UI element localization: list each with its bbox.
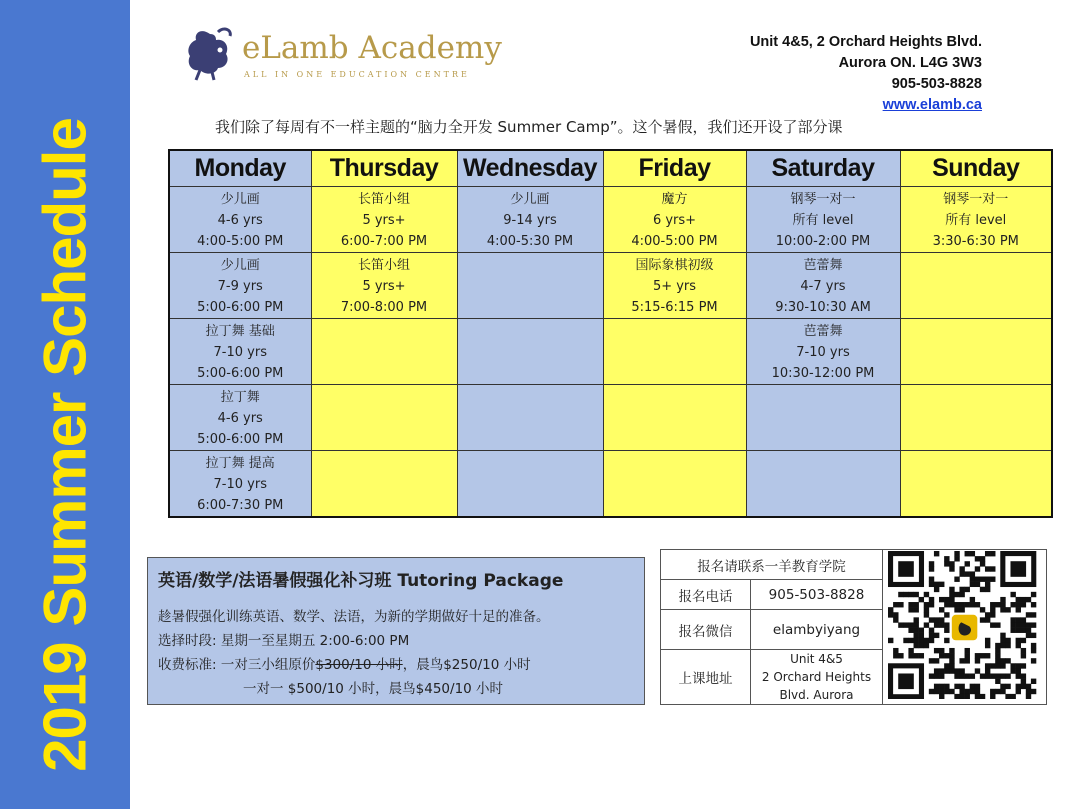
class-cell-monday — [169, 186, 311, 252]
class-name: 少儿画 — [510, 191, 550, 207]
class-name: 长笛小组 — [357, 191, 410, 207]
location-line: Unit 4&5 — [790, 652, 843, 666]
location-label: 上课地址 — [661, 650, 751, 705]
day-header-monday: Monday — [169, 150, 311, 186]
schedule-row — [169, 186, 1052, 252]
class-age: 7-10 yrs — [213, 476, 267, 492]
class-age: 7-9 yrs — [217, 278, 263, 294]
class-name: 钢琴一对一 — [790, 191, 856, 207]
class-cell-saturday — [746, 252, 900, 318]
class-time: 9:30-10:30 AM — [775, 299, 871, 315]
class-cell-wednesday — [457, 384, 603, 450]
class-age: 7-10 yrs — [796, 344, 850, 360]
class-cell-wednesday — [457, 186, 603, 252]
day-header-friday: Friday — [603, 150, 746, 186]
intro-text: 我们除了每周有不一样主题的“脑力全开发 Summer Camp”。这个暑假，我们还开设了部分课 — [215, 118, 843, 136]
class-cell-thursday — [311, 384, 457, 450]
class-cell-saturday — [746, 450, 900, 517]
class-name: 长笛小组 — [357, 257, 410, 273]
original-price: $300/10 小时 — [315, 657, 403, 673]
class-name: 拉丁舞 — [220, 389, 260, 405]
class-cell-friday — [603, 384, 746, 450]
class-time: 3:30-6:30 PM — [932, 233, 1019, 249]
address-block — [750, 32, 982, 116]
class-cell-sunday — [900, 186, 1052, 252]
class-age: 所有 level — [792, 212, 854, 228]
class-name: 拉丁舞 基础 — [205, 323, 275, 339]
class-time: 4:00-5:30 PM — [486, 233, 574, 249]
class-cell-monday — [169, 384, 311, 450]
class-cell-thursday — [311, 450, 457, 517]
class-time: 6:00-7:30 PM — [197, 497, 284, 513]
class-cell-wednesday — [457, 252, 603, 318]
class-time: 4:00-5:00 PM — [197, 233, 284, 249]
class-cell-wednesday — [457, 318, 603, 384]
class-cell-friday — [603, 318, 746, 384]
day-header-thursday: Thursday — [311, 150, 457, 186]
tutoring-title: 英语/数学/法语暑假强化补习班 Tutoring Package — [158, 571, 564, 591]
class-cell-saturday — [746, 318, 900, 384]
schedule-header-row — [169, 150, 1052, 186]
class-cell-sunday — [900, 384, 1052, 450]
tutoring-box — [147, 557, 645, 705]
class-cell-saturday — [746, 384, 900, 450]
class-time: 5:00-6:00 PM — [197, 431, 284, 447]
class-time: 5:15-6:15 PM — [631, 299, 718, 315]
class-age: 9-14 yrs — [503, 212, 557, 228]
price-prefix: 收费标准: 一对三小组原价 — [158, 657, 316, 673]
schedule-row — [169, 450, 1052, 517]
tutoring-price — [158, 653, 634, 677]
sidebar — [0, 0, 130, 809]
class-name: 芭蕾舞 — [803, 257, 843, 273]
class-cell-friday — [603, 252, 746, 318]
schedule-table — [168, 149, 1053, 518]
schedule-body — [169, 186, 1052, 517]
early-bird-price: ，晨鸟$250/10 小时 — [402, 657, 531, 673]
location-line: Blvd. Aurora — [779, 688, 854, 702]
class-age: 4-6 yrs — [217, 410, 263, 426]
qr-code-icon — [886, 551, 1038, 699]
class-cell-monday — [169, 252, 311, 318]
sidebar-title: 2019 Summer Schedule — [31, 118, 99, 772]
class-time: 4:00-5:00 PM — [631, 233, 718, 249]
class-cell-sunday — [900, 252, 1052, 318]
class-time: 7:00-8:00 PM — [340, 299, 428, 315]
class-name: 钢琴一对一 — [943, 191, 1009, 207]
class-age: 所有 level — [945, 212, 1007, 228]
class-cell-monday — [169, 450, 311, 517]
class-cell-wednesday — [457, 450, 603, 517]
class-age: 4-6 yrs — [217, 212, 263, 228]
class-name: 少儿画 — [220, 257, 260, 273]
location-value — [751, 650, 883, 705]
brand-tagline: ALL IN ONE EDUCATION CENTRE — [244, 70, 470, 79]
schedule-row — [169, 318, 1052, 384]
address-line2: Aurora ON. L4G 3W3 — [838, 55, 982, 71]
phone-label: 报名电话 — [661, 580, 751, 610]
class-name: 拉丁舞 提高 — [205, 455, 275, 471]
day-header-sunday: Sunday — [900, 150, 1052, 186]
tutoring-price-one-on-one: 一对一 $500/10 小时，晨鸟$450/10 小时 — [243, 681, 504, 697]
wechat-value: elambyiyang — [751, 610, 883, 650]
contact-header: 报名请联系一羊教育学院 — [661, 550, 883, 580]
class-cell-thursday — [311, 318, 457, 384]
schedule-row — [169, 384, 1052, 450]
schedule-row — [169, 252, 1052, 318]
location-line: 2 Orchard Heights — [761, 670, 872, 684]
class-cell-sunday — [900, 450, 1052, 517]
class-age: 7-10 yrs — [213, 344, 267, 360]
lamb-icon — [180, 24, 238, 82]
tutoring-description: 趁暑假强化训练英语、数学、法语，为新的学期做好十足的准备。 — [158, 609, 550, 625]
class-time: 5:00-6:00 PM — [197, 299, 284, 315]
class-cell-saturday — [746, 186, 900, 252]
brand-name: eLamb Academy — [242, 30, 502, 66]
tutoring-time: 选择时段: 星期一至星期五 2:00-6:00 PM — [158, 633, 410, 649]
class-cell-friday — [603, 450, 746, 517]
address-line1: Unit 4&5, 2 Orchard Heights Blvd. — [749, 34, 982, 50]
class-cell-friday — [603, 186, 746, 252]
class-name: 芭蕾舞 — [803, 323, 843, 339]
class-age: 5+ yrs — [652, 278, 697, 294]
class-name: 国际象棋初级 — [635, 257, 714, 273]
class-age: 4-7 yrs — [800, 278, 846, 294]
class-name: 魔方 — [661, 191, 688, 207]
class-name: 少儿画 — [220, 191, 260, 207]
class-cell-thursday — [311, 186, 457, 252]
class-time: 10:00-2:00 PM — [775, 233, 871, 249]
website-link[interactable]: www.elamb.ca — [882, 97, 982, 113]
phone-value: 905-503-8828 — [751, 580, 883, 610]
wechat-label: 报名微信 — [661, 610, 751, 650]
address-phone: 905-503-8828 — [891, 76, 982, 92]
class-age: 6 yrs+ — [652, 212, 697, 228]
day-header-saturday: Saturday — [746, 150, 900, 186]
class-time: 10:30-12:00 PM — [771, 365, 875, 381]
class-cell-sunday — [900, 318, 1052, 384]
class-time: 5:00-6:00 PM — [197, 365, 284, 381]
day-header-wednesday: Wednesday — [457, 150, 603, 186]
class-age: 5 yrs+ — [362, 278, 406, 294]
class-cell-thursday — [311, 252, 457, 318]
class-age: 5 yrs+ — [362, 212, 406, 228]
class-cell-monday — [169, 318, 311, 384]
class-time: 6:00-7:00 PM — [340, 233, 428, 249]
